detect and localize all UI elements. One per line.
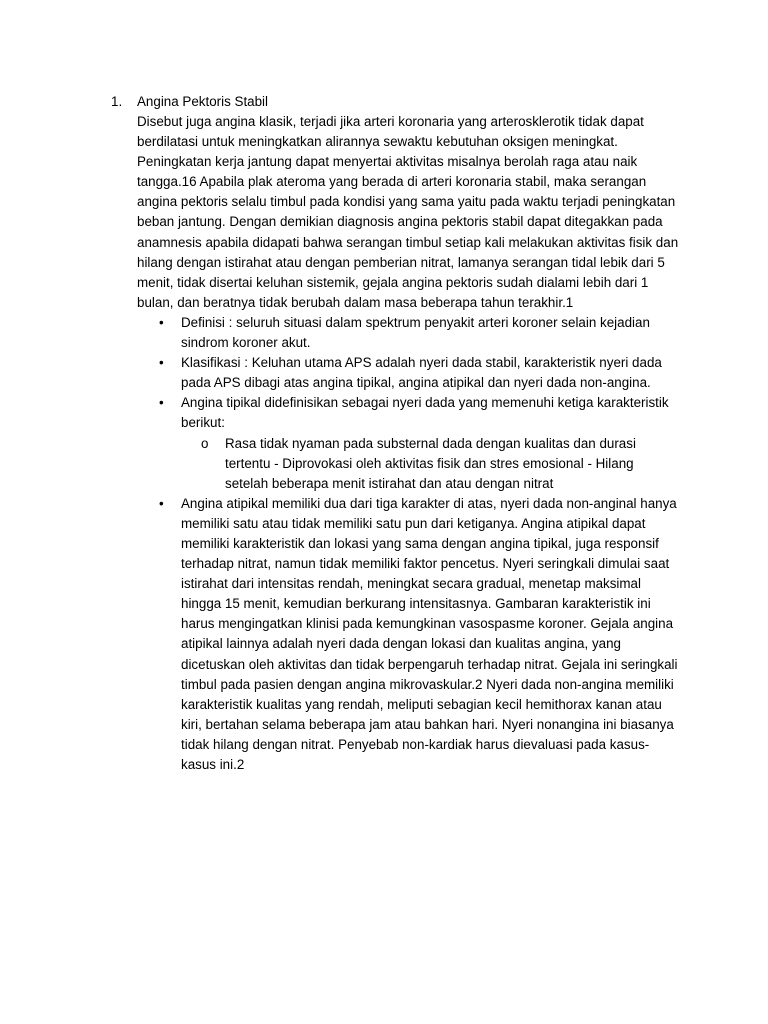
intro-paragraph: Disebut juga angina klasik, terjadi jika arteri koronaria yang arterosklerotik tidak dapat berdilatasi untuk meningkatkan alirannya sewaktu kebutuhan oksigen meningkat. Peningkatan kerja jantung dapat menyertai aktivitas misalnya berolah raga atau naik tangga.16 Apabila plak ateroma yang berada di arteri koronaria stabil, maka serangan angina pektoris selalu timbul pada kondisi yang sama yaitu pada waktu terjadi peningkatan beban jantung. Dengan demikian diagnosis angina pektoris stabil dapat ditegakkan pada anamnesis apabila didapati bahwa serangan timbul setiap kali melakukan aktivitas fisik dan hilang dengan istirahat atau dengan pemberian nitrat, lamanya serangan tidal lebik dari 5 menit, tidak disertai keluhan sistemik, gejala angina pektoris sudah dialami lebih dari 1 bulan, dan beratnya tidak berubah dalam masa beberapa tahun terakhir.1 [137,114,679,310]
sub-bullet-list [181,434,681,494]
section-number: 1. [111,94,123,109]
section-angina-pektoris-stabil [111,92,691,775]
section-heading-row [111,92,691,112]
list-item [111,313,681,353]
bullet-text-definisi: Definisi : seluruh situasi dalam spektrum penyakit arteri koroner selain kejadian sindrom koroner akut. [181,314,650,351]
list-item [111,494,681,775]
circle-bullet-icon: o [201,435,209,451]
list-item [111,393,681,493]
list-item [111,353,681,393]
bullet-icon: • [159,495,164,511]
bullet-icon: • [159,395,164,411]
bullet-icon: • [159,355,164,371]
section-heading: Angina Pektoris Stabil [137,94,269,109]
bullet-list [111,313,691,775]
bullet-text-angina-atipikal: Angina atipikal memiliki dua dari tiga karakter di atas, nyeri dada non-anginal hanya memiliki satu atau tidak memiliki satu pun dari ketiganya. Angina atipikal dapat memiliki karakteristik dan lokasi yang sama dengan angina tipikal, juga responsif terhadap nitrat, namun tidak memiliki faktor pencetus. Nyeri seringkali dimulai saat istirahat dari intensitas rendah, meningkat secara gradual, menetap maksimal hingga 15 menit, kemudian berkurang intensitasnya. Gambaran karakteristik ini harus mengingatkan klinisi pada kemungkinan vasospasme koroner. Gejala angina atipikal lainnya adalah nyeri dada dengan lokasi dan kualitas angina, yang dicetuskan oleh aktivitas dan tidak berpengaruh terhadap nitrat. Gejala ini seringkali timbul pada pasien dengan angina mikrovaskular.2 Nyeri dada non-angina memiliki karakteristik kualitas yang rendah, meliputi sebagian kecil hemithorax kanan atau kiri, bertahan selama beberapa jam atau bahkan hari. Nyeri nonangina ini biasanya tidak hilang dengan nitrat. Penyebab non-kardiak harus dievaluasi pada kasus-kasus ini.2 [181,495,678,772]
bullet-icon: • [159,314,164,330]
bullet-text-angina-tipikal: Angina tipikal didefinisikan sebagai nyeri dada yang memenuhi ketiga karakteristik berikut: [181,395,669,431]
bullet-text-klasifikasi: Klasifikasi : Keluhan utama APS adalah nyeri dada stabil, karakteristik nyeri dada pada APS dibagi atas angina tipikal, angina atipikal dan nyeri dada non-angina. [181,355,662,391]
list-item [181,434,645,494]
sub-bullet-text: Rasa tidak nyaman pada substernal dada dengan kualitas dan durasi tertentu - Diprovokasi oleh aktivitas fisik dan stres emosional - Hilang setelah beberapa menit istirahat dan atau dengan nitrat [225,435,636,491]
